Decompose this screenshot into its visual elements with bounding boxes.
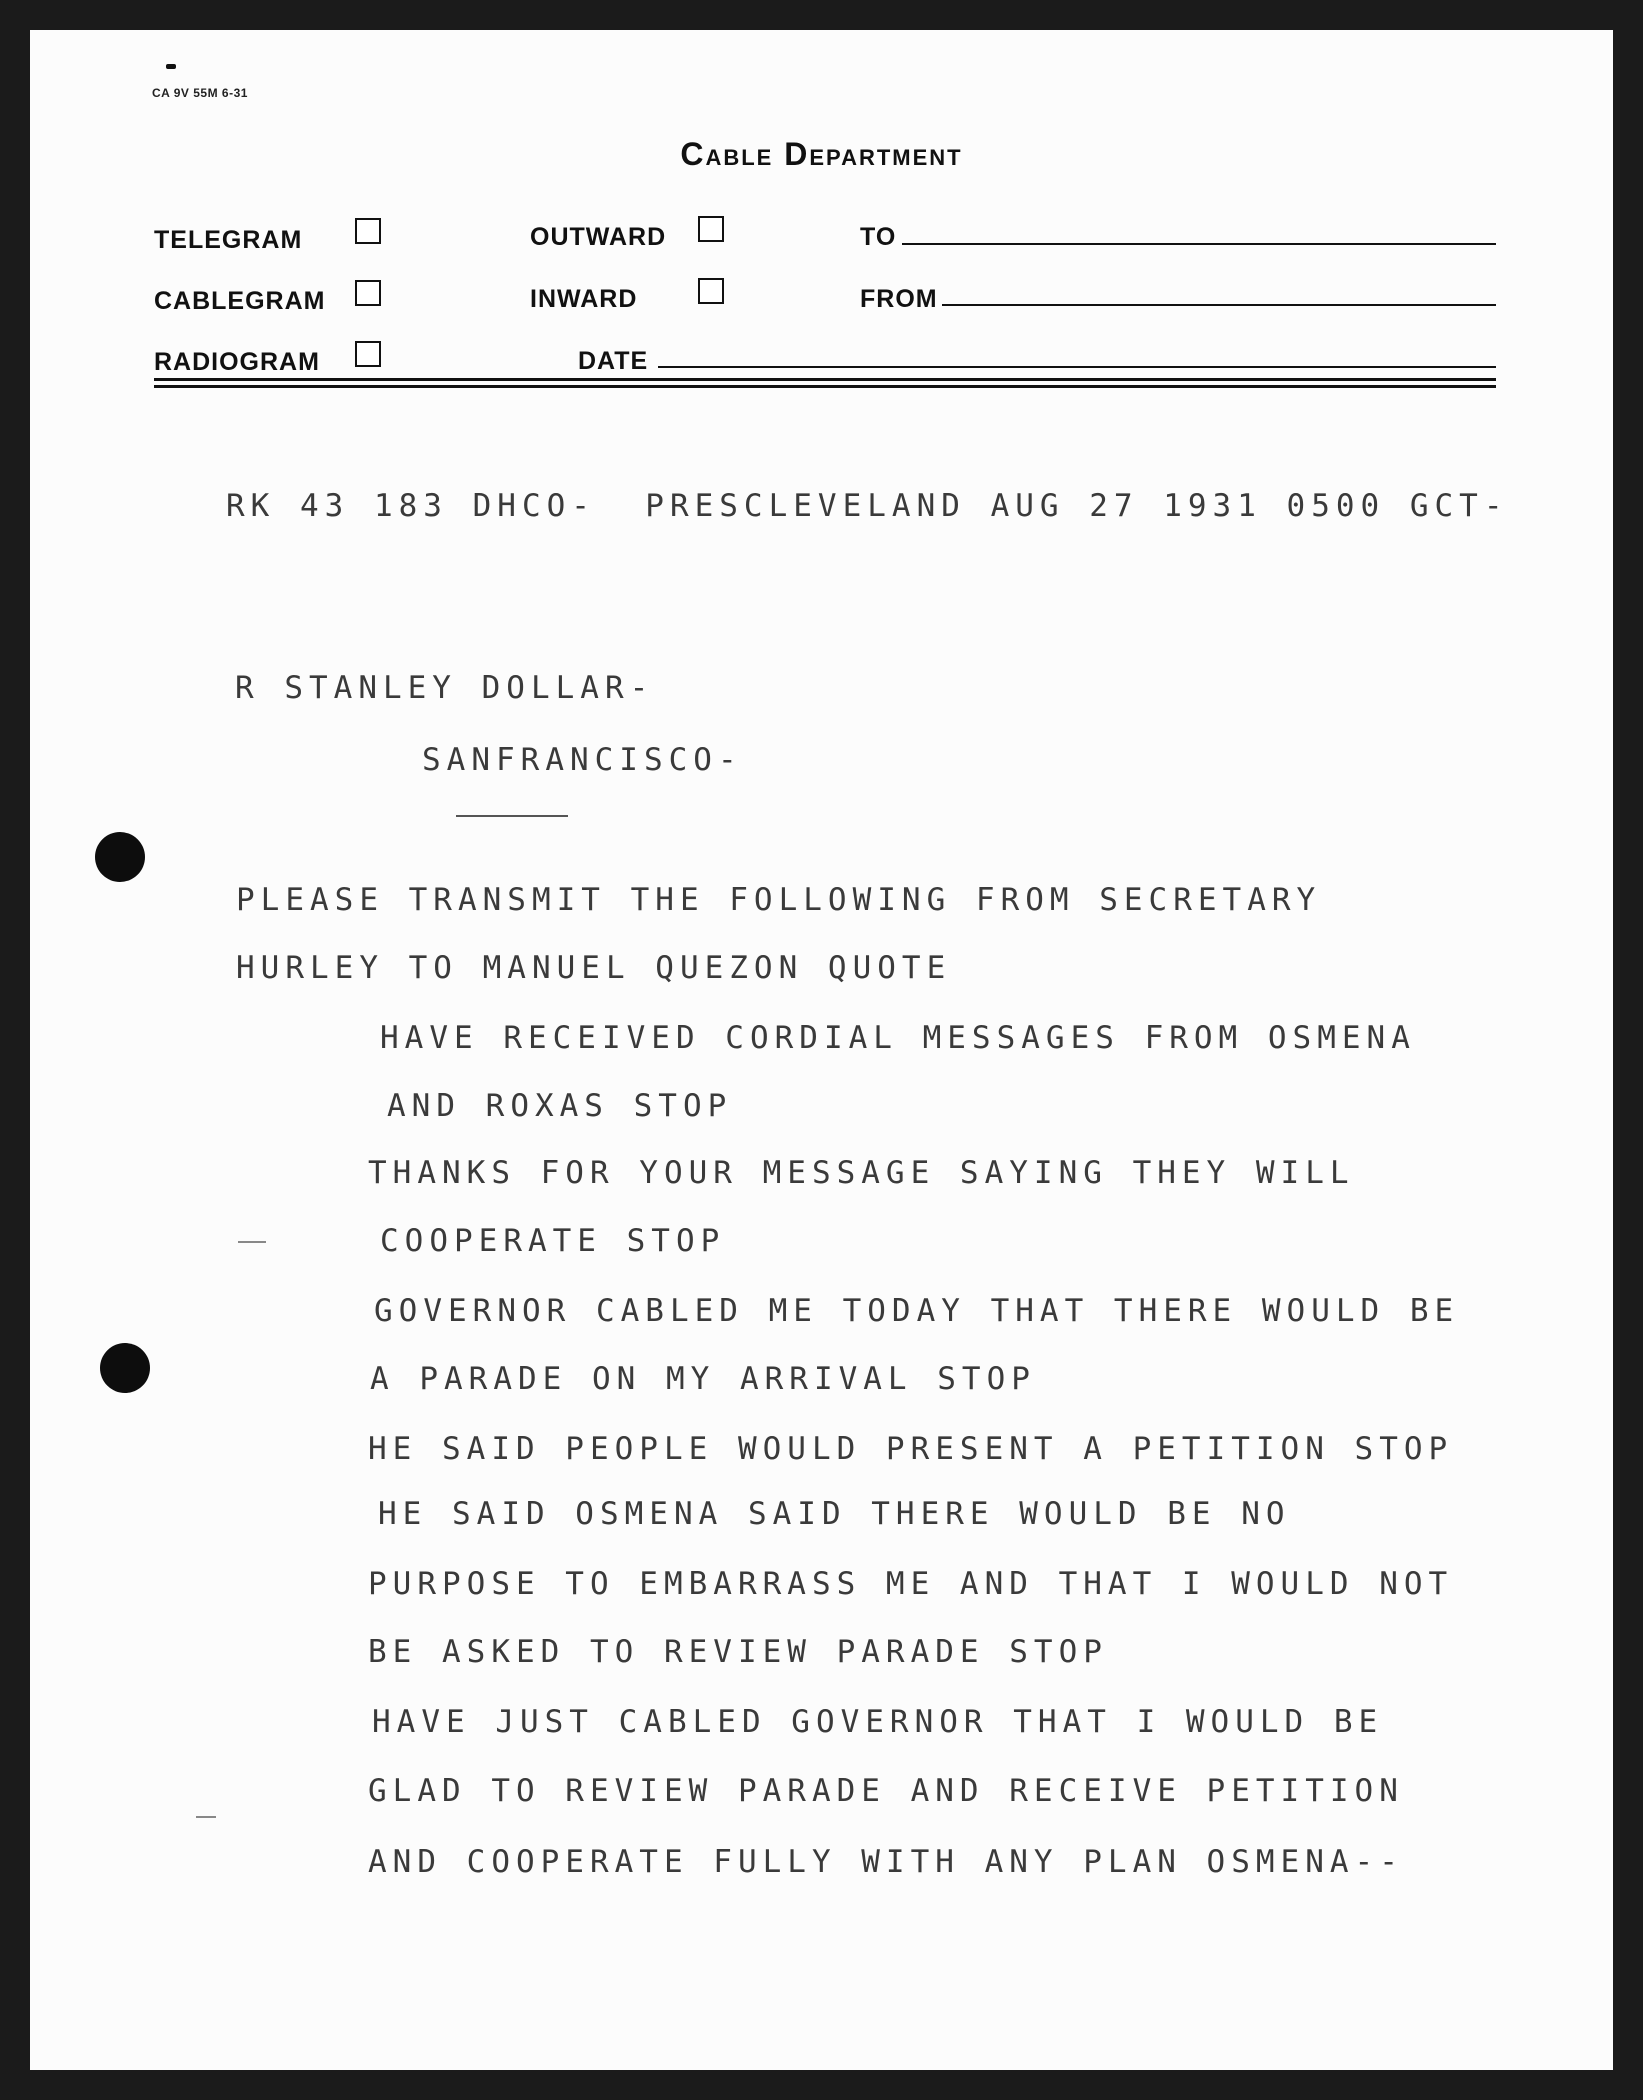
punch-hole-lower [100, 1343, 150, 1393]
label-from: FROM [860, 285, 938, 313]
message-line: HAVE RECEIVED CORDIAL MESSAGES FROM OSMENA [380, 1020, 1416, 1056]
message-line: BE ASKED TO REVIEW PARADE STOP [368, 1634, 1108, 1670]
checkbox-outward[interactable] [698, 216, 724, 242]
form-code: CA 9V 55M 6-31 [152, 86, 248, 100]
punch-hole-upper [95, 832, 145, 882]
message-line: GOVERNOR CABLED ME TODAY THAT THERE WOULD BE [374, 1293, 1460, 1329]
addressee-city: SANFRANCISCO- [422, 742, 743, 778]
date-field-line[interactable] [658, 366, 1496, 368]
message-line: HAVE JUST CABLED GOVERNOR THAT I WOULD BE [372, 1704, 1384, 1740]
message-line: GLAD TO REVIEW PARADE AND RECEIVE PETITION [368, 1773, 1404, 1809]
stray-mark [238, 1241, 266, 1243]
label-cablegram: CABLEGRAM [154, 287, 326, 315]
message-line: THANKS FOR YOUR MESSAGE SAYING THEY WILL [368, 1155, 1355, 1191]
checkbox-radiogram[interactable] [355, 341, 381, 367]
address-underline [456, 815, 568, 817]
label-date: DATE [578, 347, 649, 375]
cable-form-page [30, 30, 1613, 2070]
label-radiogram: RADIOGRAM [154, 348, 320, 376]
message-line: HE SAID OSMENA SAID THERE WOULD BE NO [378, 1496, 1291, 1532]
checkbox-telegram[interactable] [355, 218, 381, 244]
rule-top [154, 378, 1496, 381]
message-line: COOPERATE STOP [380, 1223, 726, 1259]
from-field-line[interactable] [942, 304, 1496, 306]
message-line: AND COOPERATE FULLY WITH ANY PLAN OSMENA-- [368, 1844, 1404, 1880]
ink-mark [166, 64, 176, 69]
message-line: PURPOSE TO EMBARRASS ME AND THAT I WOULD NOT [368, 1566, 1454, 1602]
message-line: HURLEY TO MANUEL QUEZON QUOTE [236, 950, 952, 986]
label-outward: OUTWARD [530, 223, 667, 251]
label-to: TO [860, 223, 897, 251]
label-inward: INWARD [530, 285, 638, 313]
checkbox-inward[interactable] [698, 278, 724, 304]
message-line: A PARADE ON MY ARRIVAL STOP [370, 1361, 1036, 1397]
message-line: PLEASE TRANSMIT THE FOLLOWING FROM SECRETARY [236, 882, 1322, 918]
label-telegram: TELEGRAM [154, 226, 303, 254]
checkbox-cablegram[interactable] [355, 280, 381, 306]
form-title: Cable Department [680, 136, 963, 172]
to-field-line[interactable] [902, 243, 1496, 245]
message-header: RK 43 183 DHCO- PRESCLEVELAND AUG 27 1931 0500 GCT- [226, 488, 1509, 524]
message-line: HE SAID PEOPLE WOULD PRESENT A PETITION STOP [368, 1431, 1454, 1467]
message-line: AND ROXAS STOP [387, 1088, 733, 1124]
stray-mark [196, 1816, 216, 1818]
addressee: R STANLEY DOLLAR- [235, 670, 655, 706]
rule-bottom [154, 385, 1496, 388]
